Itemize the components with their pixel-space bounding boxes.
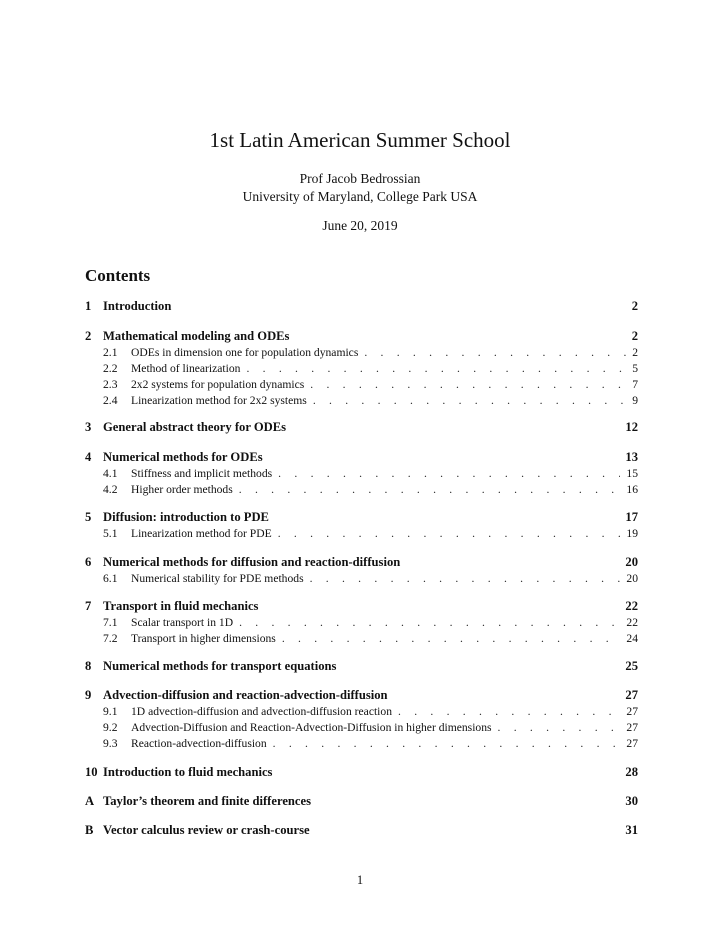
- toc-section-label: Numerical methods for ODEs: [103, 450, 263, 464]
- toc-subsection-label: Scalar transport in 1D: [131, 616, 234, 629]
- author-affiliation: University of Maryland, College Park USA: [242, 189, 478, 204]
- toc-subsection-number: 5.1: [103, 527, 118, 540]
- toc-page-number: 15: [626, 467, 638, 480]
- toc-section-9[interactable]: [85, 688, 638, 704]
- toc-subsection-label: Advection-Diffusion and Reaction-Advection-Diffusion in higher dimensions: [131, 721, 492, 734]
- toc-subsection-label: Reaction-advection-diffusion: [131, 737, 267, 750]
- toc-section-number: 7: [85, 599, 92, 613]
- toc-subsection-label: Method of linearization: [131, 362, 241, 375]
- toc-page-number: 22: [625, 599, 638, 613]
- toc-dot-leader: [282, 632, 621, 645]
- toc-subsection-label: Numerical stability for PDE methods: [131, 572, 304, 585]
- toc-subsection-number: 2.1: [103, 346, 118, 359]
- toc-subsection-number: 6.1: [103, 572, 118, 585]
- toc-section-label: Mathematical modeling and ODEs: [103, 329, 290, 343]
- toc-section-label: Transport in fluid mechanics: [103, 599, 259, 613]
- toc-dot-leader: [273, 737, 621, 750]
- toc-dot-leader: [364, 346, 626, 359]
- contents-heading: Contents: [85, 266, 151, 285]
- toc-subsection-4-2[interactable]: [85, 483, 638, 498]
- toc-subsection-7-2[interactable]: [85, 632, 638, 647]
- author-name: Prof Jacob Bedrossian: [299, 171, 421, 186]
- document-title: 1st Latin American Summer School: [209, 128, 511, 152]
- toc-page-number: 28: [625, 765, 638, 779]
- toc-section-8[interactable]: [85, 659, 638, 675]
- toc-appendix-b[interactable]: [85, 823, 638, 839]
- toc-section-4[interactable]: [85, 450, 638, 466]
- toc-subsection-9-2[interactable]: [85, 721, 638, 736]
- toc-section-label: Introduction: [103, 299, 172, 313]
- toc-subsection-label: 1D advection-diffusion and advection-diffusion reaction: [131, 705, 393, 718]
- toc-subsection-label: Linearization method for PDE: [131, 527, 272, 540]
- toc-page-number: 2: [631, 299, 638, 313]
- toc-page-number: 24: [626, 632, 638, 645]
- toc-subsection-label: Higher order methods: [131, 483, 233, 496]
- toc-dot-leader: [313, 394, 626, 407]
- toc-section-label: Numerical methods for diffusion and reaction-diffusion: [103, 555, 401, 569]
- toc-subsection-4-1[interactable]: [85, 467, 638, 482]
- toc-section-number: 6: [85, 555, 92, 569]
- toc-dot-leader: [310, 572, 621, 585]
- toc-page-number: 7: [632, 378, 638, 391]
- toc-page-number: 27: [626, 737, 638, 750]
- toc-section-5[interactable]: [85, 510, 638, 526]
- page-number-footer: 1: [356, 873, 364, 887]
- toc-section-label: Taylor’s theorem and finite differences: [103, 794, 311, 808]
- toc-dot-leader: [239, 483, 621, 496]
- toc-dot-leader: [498, 721, 621, 734]
- toc-page-number: 31: [625, 823, 638, 837]
- toc-subsection-number: 2.2: [103, 362, 118, 375]
- toc-subsection-label: 2x2 systems for population dynamics: [131, 378, 305, 391]
- toc-subsection-number: 2.3: [103, 378, 118, 391]
- toc-dot-leader: [310, 378, 626, 391]
- toc-section-number: 2: [85, 329, 92, 343]
- toc-subsection-number: 4.1: [103, 467, 118, 480]
- toc-section-number: 1: [85, 299, 92, 313]
- toc-section-number: 4: [85, 450, 92, 464]
- toc-dot-leader: [278, 527, 621, 540]
- toc-subsection-9-1[interactable]: [85, 705, 638, 720]
- toc-page-number: 27: [626, 705, 638, 718]
- toc-page-number: 2: [632, 346, 638, 359]
- toc-subsection-number: 9.1: [103, 705, 118, 718]
- toc-page-number: 27: [626, 721, 638, 734]
- toc-subsection-number: 7.2: [103, 632, 118, 645]
- toc-subsection-2-2[interactable]: [85, 362, 638, 377]
- toc-page-number: 12: [625, 420, 638, 434]
- toc-section-number: 3: [85, 420, 92, 434]
- toc-section-number: 9: [85, 688, 92, 702]
- toc-page-number: 17: [625, 510, 638, 524]
- toc-subsection-label: Transport in higher dimensions: [131, 632, 276, 645]
- toc-page-number: 22: [626, 616, 638, 629]
- toc-section-6[interactable]: [85, 555, 638, 571]
- toc-section-1[interactable]: [85, 299, 638, 315]
- toc-page-number: 30: [625, 794, 638, 808]
- toc-subsection-number: 9.2: [103, 721, 118, 734]
- toc-section-3[interactable]: [85, 420, 638, 436]
- toc-section-label: Numerical methods for transport equations: [103, 659, 337, 673]
- toc-section-label: Diffusion: introduction to PDE: [103, 510, 269, 524]
- toc-section-10[interactable]: [85, 765, 638, 781]
- toc-appendix-a[interactable]: [85, 794, 638, 810]
- toc-section-number: 10: [85, 765, 98, 779]
- toc-subsection-9-3[interactable]: [85, 737, 638, 752]
- toc-page-number: 2: [631, 329, 638, 343]
- toc-subsection-2-4[interactable]: [85, 394, 638, 409]
- toc-section-number: 8: [85, 659, 92, 673]
- toc-section-7[interactable]: [85, 599, 638, 615]
- toc-subsection-label: ODEs in dimension one for population dynamics: [131, 346, 359, 359]
- toc-page-number: 27: [625, 688, 638, 702]
- document-date: June 20, 2019: [322, 218, 398, 233]
- toc-dot-leader: [278, 467, 620, 480]
- toc-page-number: 19: [626, 527, 638, 540]
- toc-subsection-number: 9.3: [103, 737, 118, 750]
- toc-subsection-2-1[interactable]: [85, 346, 638, 361]
- toc-subsection-2-3[interactable]: [85, 378, 638, 393]
- toc-subsection-5-1[interactable]: [85, 527, 638, 542]
- toc-section-number: A: [85, 794, 95, 808]
- toc-subsection-7-1[interactable]: [85, 616, 638, 631]
- toc-page-number: 25: [625, 659, 638, 673]
- toc-section-label: Vector calculus review or crash-course: [103, 823, 310, 837]
- toc-page-number: 16: [626, 483, 638, 496]
- toc-subsection-number: 2.4: [103, 394, 118, 407]
- toc-subsection-label: Stiffness and implicit methods: [131, 467, 273, 480]
- toc-section-label: General abstract theory for ODEs: [103, 420, 287, 434]
- toc-dot-leader: [398, 705, 620, 718]
- toc-section-number: B: [85, 823, 94, 837]
- toc-page-number: 9: [632, 394, 638, 407]
- toc-page-number: 20: [625, 555, 638, 569]
- toc-page-number: 20: [626, 572, 638, 585]
- toc-section-label: Advection-diffusion and reaction-advection-diffusion: [103, 688, 388, 702]
- toc-subsection-number: 4.2: [103, 483, 118, 496]
- toc-dot-leader: [246, 362, 626, 375]
- toc-section-2[interactable]: [85, 329, 638, 345]
- toc-subsection-number: 7.1: [103, 616, 118, 629]
- toc-page-number: 13: [625, 450, 638, 464]
- toc-page-number: 5: [632, 362, 638, 375]
- toc-subsection-6-1[interactable]: [85, 572, 638, 587]
- toc-section-label: Introduction to fluid mechanics: [103, 765, 273, 779]
- toc-section-number: 5: [85, 510, 92, 524]
- toc-dot-leader: [239, 616, 620, 629]
- toc-subsection-label: Linearization method for 2x2 systems: [131, 394, 307, 407]
